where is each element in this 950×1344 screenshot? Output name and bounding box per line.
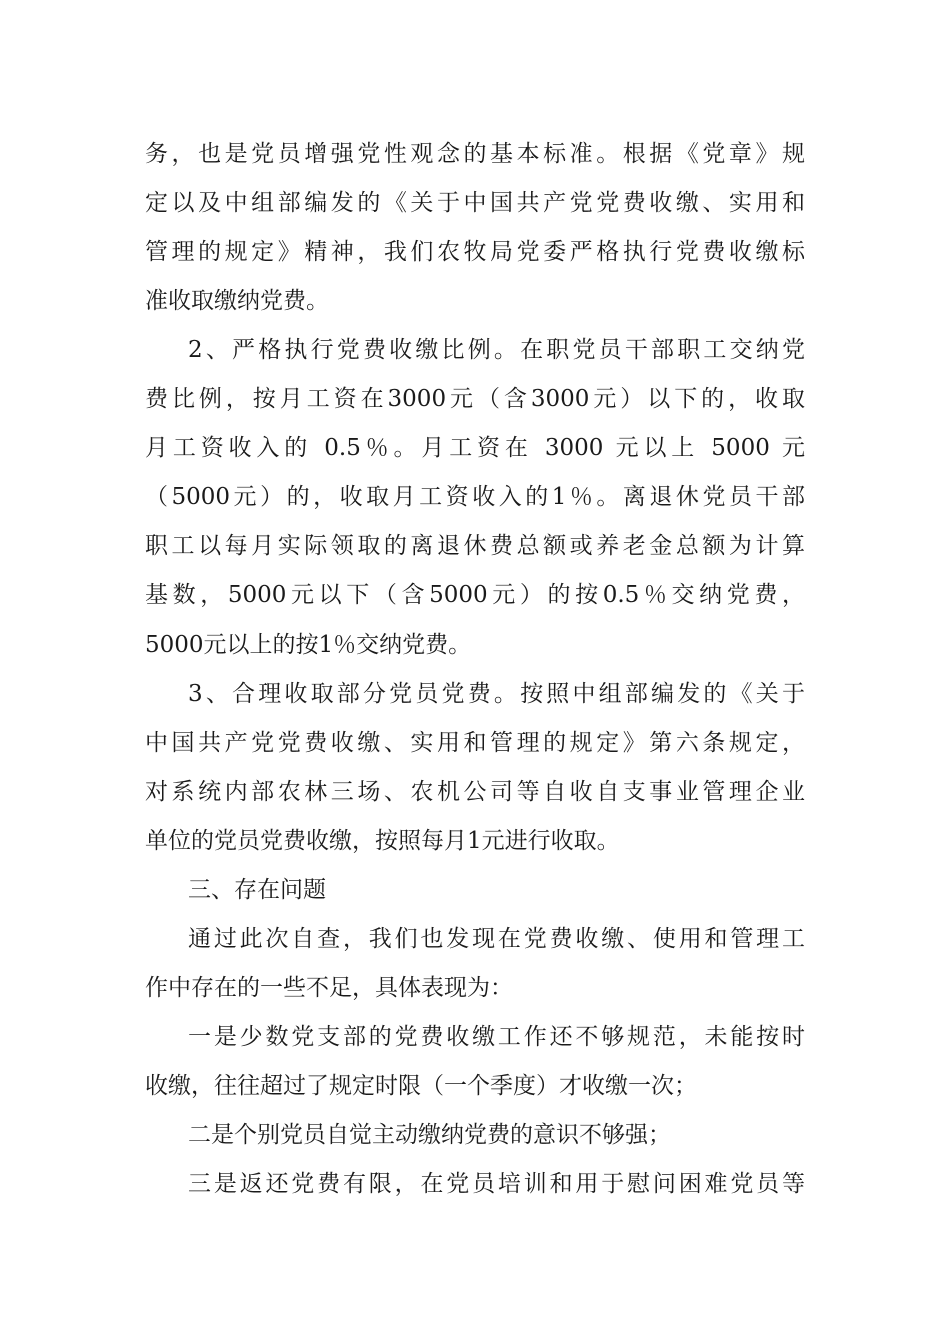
text-line-2: 定以及中组部编发的《关于中国共产党党费收缴、实用和 [145,190,805,216]
text-line-17: 通过此次自查，我们也发现在党费收缴、使用和管理工 [188,926,805,952]
text-line-14: 对系统内部农林三场、农机公司等自收自支事业管理企业 [145,779,805,805]
text-line-7: 月工资收入的 0.5％。月工资在 3000 元以上 5000 元 [145,435,805,461]
text-line-13: 中国共产党党费收缴、实用和管理的规定》第六条规定， [145,730,805,756]
text-line-6: 费比例，按月工资在3000元（含3000元）以下的，收取 [145,386,805,412]
text-line-19: 一是少数党支部的党费收缴工作还不够规范，未能按时 [188,1024,805,1050]
text-line-10: 基数，5000元以下（含5000元）的按0.5％交纳党费， [145,582,805,608]
text-line-20: 收缴，往往超过了规定时限（一个季度）才收缴一次； [145,1073,697,1099]
text-line-3: 管理的规定》精神，我们农牧局党委严格执行党费收缴标 [145,239,805,265]
text-line-21: 二是个别党员自觉主动缴纳党费的意识不够强； [188,1122,671,1148]
text-line-1: 务，也是党员增强党性观念的基本标准。根据《党章》规 [145,141,805,167]
text-line-5: 2、严格执行党费收缴比例。在职党员干部职工交纳党 [188,337,805,363]
text-line-4: 准收取缴纳党费。 [145,288,329,314]
text-line-11: 5000元以上的按1％交纳党费。 [145,632,472,658]
text-line-22: 三是返还党费有限，在党员培训和用于慰问困难党员等 [188,1171,805,1197]
text-line-9: 职工以每月实际领取的离退休费总额或养老金总额为计算 [145,533,805,559]
text-line-12: 3、合理收取部分党员党费。按照中组部编发的《关于 [188,681,805,707]
text-line-15: 单位的党员党费收缴，按照每月1元进行收取。 [145,828,620,854]
section-heading: 三、存在问题 [188,877,326,903]
text-line-18: 作中存在的一些不足，具体表现为： [145,975,513,1001]
text-line-8: （5000元）的，收取月工资收入的1％。离退休党员干部 [145,484,805,510]
